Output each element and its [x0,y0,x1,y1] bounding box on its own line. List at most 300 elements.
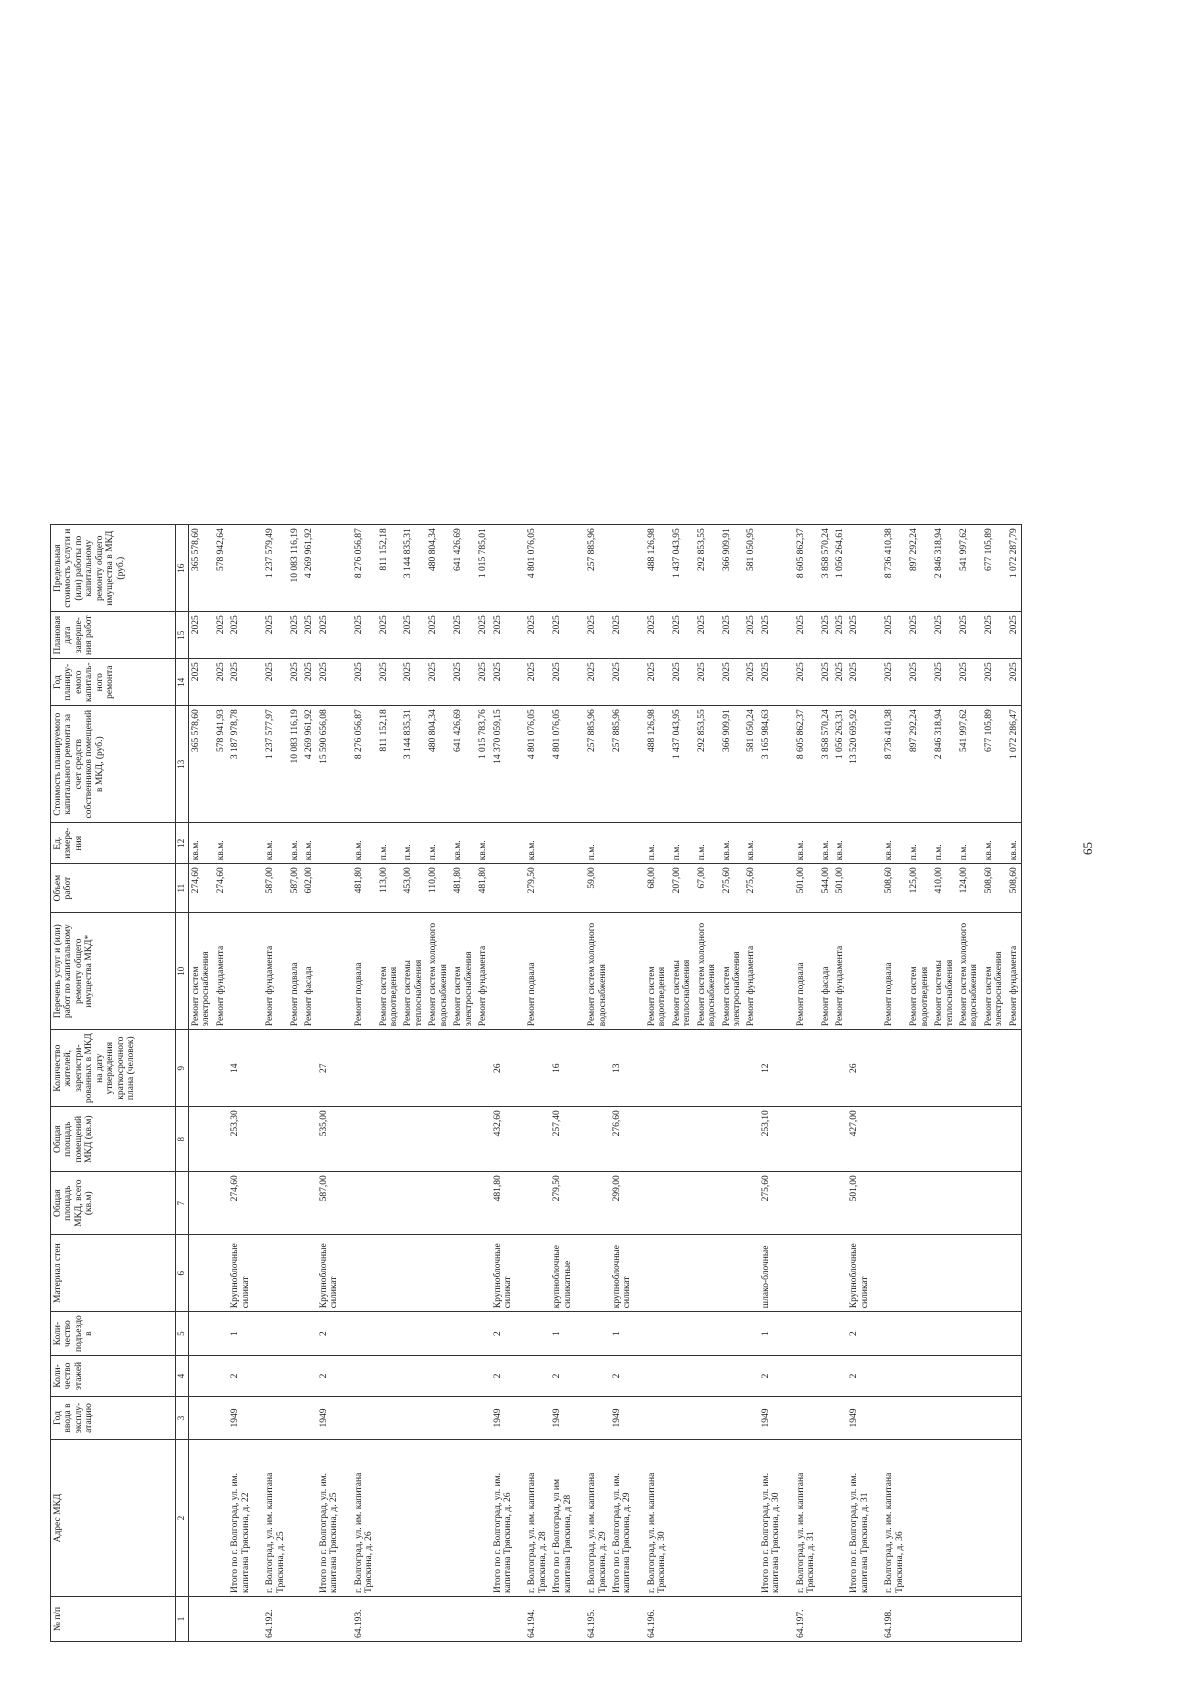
work-volume: 481,80 [352,864,377,913]
planned-cost: 14 370 059,15 [491,706,526,823]
wall-material [451,1235,476,1312]
unit: кв.м. [819,823,833,864]
max-cost [847,525,882,612]
max-cost: 4 801 076,05 [525,525,550,612]
max-cost: 541 997,62 [957,525,982,612]
column-number-11: 11 [176,864,189,913]
table-row [302,525,316,1642]
wall-material [907,1235,932,1312]
planned-cost: 581 050,24 [744,706,758,823]
rooms-area [932,1107,957,1172]
address [214,1440,228,1597]
wall-material [352,1235,377,1312]
floors-count [907,1356,932,1397]
planned-cost: 13 520 695,92 [847,706,882,823]
floors-count [214,1356,228,1397]
total-area [451,1172,476,1235]
wall-material [302,1235,316,1312]
floors-count [352,1356,377,1397]
unit [550,823,585,864]
wall-material [645,1235,670,1312]
commission-year [1007,1397,1022,1440]
commission-year [426,1397,451,1440]
unit: п.м. [695,823,720,864]
floors-count [401,1356,426,1397]
work-type: Ремонт систем электроснабжения [188,913,213,1030]
row-number [491,1597,526,1642]
completion-date: 2025 [288,612,302,659]
entrances-count [302,1312,316,1356]
column-number-7: 7 [176,1172,189,1235]
work-type [847,913,882,1030]
entrances-count: 2 [847,1312,882,1356]
residents-count: 12 [759,1030,794,1107]
table-row [214,525,228,1642]
address [907,1440,932,1597]
residents-count [302,1030,316,1107]
address [957,1440,982,1597]
commission-year [720,1397,745,1440]
floors-count [982,1356,1007,1397]
planned-year: 2025 [263,659,288,706]
address: г. Волгоград, ул. им. капитана Тряскина, д. 25 [263,1440,288,1597]
floors-count [1007,1356,1022,1397]
row-number: 64.197. [794,1597,819,1642]
entrances-count [585,1312,610,1356]
max-cost: 8 605 862,37 [794,525,819,612]
total-area [882,1172,907,1235]
address: г. Волгоград, ул. им. капитана Тряскина, д. 29 [585,1440,610,1597]
table-row [695,525,720,1642]
rooms-area [882,1107,907,1172]
address [451,1440,476,1597]
unit [317,823,352,864]
floors-count [476,1356,490,1397]
rooms-area [720,1107,745,1172]
wall-material: Крупноблочные силикат [228,1235,263,1312]
row-number [550,1597,585,1642]
total-area [794,1172,819,1235]
work-volume: 602,00 [302,864,316,913]
row-number [1007,1597,1022,1642]
row-number [377,1597,402,1642]
max-cost: 2 846 318,94 [932,525,957,612]
column-number-3: 3 [176,1397,189,1440]
work-type: Ремонт систем холодного водоснабжения [957,913,982,1030]
floors-count [957,1356,982,1397]
table-row [476,525,490,1642]
planned-year: 2025 [401,659,426,706]
planned-year: 2025 [819,659,833,706]
address: г. Волгоград, ул. им. капитана Тряскина, д. 30 [645,1440,670,1597]
header-row [51,525,176,1642]
work-volume: 508,60 [982,864,1007,913]
entrances-count [263,1312,288,1356]
completion-date: 2025 [695,612,720,659]
row-number: 64.192. [263,1597,288,1642]
address: г. Волгоград, ул. им. капитана Тряскина, д. 36 [882,1440,907,1597]
entrances-count [645,1312,670,1356]
total-area: 274,60 [228,1172,263,1235]
commission-year [744,1397,758,1440]
work-volume: 67,00 [695,864,720,913]
completion-date: 2025 [525,612,550,659]
unit: кв.м. [302,823,316,864]
total-area: 275,60 [759,1172,794,1235]
wall-material: Крупноблочные силикат [491,1235,526,1312]
wall-material [882,1235,907,1312]
residents-count [476,1030,490,1107]
rooms-area: 432,60 [491,1107,526,1172]
planned-cost: 641 426,69 [451,706,476,823]
address [670,1440,695,1597]
total-area [670,1172,695,1235]
address [188,1440,213,1597]
completion-date: 2025 [744,612,758,659]
floors-count: 2 [550,1356,585,1397]
planned-cost: 578 941,93 [214,706,228,823]
work-volume: 587,00 [263,864,288,913]
entrances-count [833,1312,847,1356]
max-cost: 1 072 287,79 [1007,525,1022,612]
planned-year: 2025 [302,659,316,706]
work-type: Ремонт систем водоотведения [907,913,932,1030]
table-row [833,525,847,1642]
commission-year [302,1397,316,1440]
planned-cost: 488 126,98 [645,706,670,823]
entrances-count [352,1312,377,1356]
planned-year: 2025 [1007,659,1022,706]
residents-count [377,1030,402,1107]
entrances-count [288,1312,302,1356]
rooms-area: 253,10 [759,1107,794,1172]
work-type: Ремонт фундамента [476,913,490,1030]
unit: п.м. [670,823,695,864]
planned-cost: 257 885,96 [610,706,645,823]
commission-year [401,1397,426,1440]
work-volume: 279,50 [525,864,550,913]
work-volume [847,864,882,913]
total-area: 501,00 [847,1172,882,1235]
repair-plan-table [50,524,1022,1642]
unit: п.м. [645,823,670,864]
completion-date: 2025 [720,612,745,659]
max-cost [759,525,794,612]
floors-count [585,1356,610,1397]
address [695,1440,720,1597]
row-number [670,1597,695,1642]
unit: кв.м. [451,823,476,864]
work-type: Ремонт систем холодного водоснабжения [585,913,610,1030]
address [744,1440,758,1597]
column-header-14: Год планиру-емого капиталь-ного ремонта [51,659,176,706]
wall-material [957,1235,982,1312]
completion-date: 2025 [982,612,1007,659]
max-cost: 641 426,69 [451,525,476,612]
planned-cost: 1 072 286,47 [1007,706,1022,823]
max-cost [491,525,526,612]
rooms-area [982,1107,1007,1172]
rooms-area [263,1107,288,1172]
commission-year: 1949 [759,1397,794,1440]
total-area [426,1172,451,1235]
total-area: 299,00 [610,1172,645,1235]
completion-date: 2025 [957,612,982,659]
completion-date: 2025 [426,612,451,659]
rooms-area [302,1107,316,1172]
work-type: Ремонт фасада [302,913,316,1030]
max-cost: 1 056 264,61 [833,525,847,612]
planned-year: 2025 [932,659,957,706]
address [982,1440,1007,1597]
residents-count: 16 [550,1030,585,1107]
total-area [819,1172,833,1235]
unit: п.м. [585,823,610,864]
max-cost: 1 437 043,95 [670,525,695,612]
table-row [645,525,670,1642]
completion-date: 2025 [377,612,402,659]
wall-material [214,1235,228,1312]
commission-year [352,1397,377,1440]
residents-count [882,1030,907,1107]
commission-year [188,1397,213,1440]
rooms-area: 253,30 [228,1107,263,1172]
address [288,1440,302,1597]
row-number: 64.194. [525,1597,550,1642]
floors-count [695,1356,720,1397]
work-volume: 68,00 [645,864,670,913]
work-volume: 453,00 [401,864,426,913]
column-header-16: Предельная стоимость услуги и (или) работы по капитальному ремонту общего имущества в МКД (руб.) [51,525,176,612]
residents-count [525,1030,550,1107]
planned-year: 2025 [744,659,758,706]
rooms-area [525,1107,550,1172]
planned-cost: 4 269 961,92 [302,706,316,823]
address [1007,1440,1022,1597]
total-row [847,525,882,1642]
work-volume: 275,60 [744,864,758,913]
total-row [491,525,526,1642]
rooms-area [833,1107,847,1172]
commission-year [645,1397,670,1440]
commission-year [288,1397,302,1440]
column-number-5: 5 [176,1312,189,1356]
address: Итого по г. Волгоград, ул. им. капитана Тряскина, д. 30 [759,1440,794,1597]
entrances-count: 1 [759,1312,794,1356]
work-volume [228,864,263,913]
total-row [317,525,352,1642]
commission-year [525,1397,550,1440]
work-type [491,913,526,1030]
wall-material: крупноблочные силикат [610,1235,645,1312]
planned-cost: 4 801 076,05 [550,706,585,823]
planned-year: 2025 [476,659,490,706]
wall-material: крупноблочные силикатные [550,1235,585,1312]
residents-count [670,1030,695,1107]
entrances-count [670,1312,695,1356]
completion-date: 2025 [550,612,585,659]
work-volume: 113,00 [377,864,402,913]
completion-date: 2025 [1007,612,1022,659]
work-volume: 501,00 [833,864,847,913]
residents-count [794,1030,819,1107]
unit: п.м. [932,823,957,864]
rooms-area: 535,00 [317,1107,352,1172]
commission-year [819,1397,833,1440]
work-volume [550,864,585,913]
floors-count: 2 [317,1356,352,1397]
completion-date: 2025 [317,612,352,659]
planned-cost: 897 292,24 [907,706,932,823]
commission-year: 1949 [610,1397,645,1440]
rooms-area [957,1107,982,1172]
commission-year: 1949 [550,1397,585,1440]
planned-cost: 8 736 410,38 [882,706,907,823]
completion-date: 2025 [214,612,228,659]
rooms-area [585,1107,610,1172]
floors-count [794,1356,819,1397]
total-area [263,1172,288,1235]
row-number: 64.195. [585,1597,610,1642]
max-cost: 811 152,18 [377,525,402,612]
entrances-count [214,1312,228,1356]
floors-count: 2 [847,1356,882,1397]
address [819,1440,833,1597]
wall-material [288,1235,302,1312]
wall-material [670,1235,695,1312]
planned-year: 2025 [645,659,670,706]
work-type: Ремонт подвала [794,913,819,1030]
column-number-13: 13 [176,706,189,823]
completion-date: 2025 [302,612,316,659]
address: Итого по г. Волгоград, ул. им. капитана Тряскина, д. 29 [610,1440,645,1597]
address [302,1440,316,1597]
rooms-area [188,1107,213,1172]
planned-year: 2025 [288,659,302,706]
commission-year: 1949 [491,1397,526,1440]
floors-count [288,1356,302,1397]
planned-year: 2025 [847,659,882,706]
total-area [476,1172,490,1235]
max-cost: 677 105,89 [982,525,1007,612]
max-cost [550,525,585,612]
residents-count [819,1030,833,1107]
work-type [228,913,263,1030]
max-cost: 3 858 570,24 [819,525,833,612]
total-area: 279,50 [550,1172,585,1235]
max-cost: 8 736 410,38 [882,525,907,612]
work-type: Ремонт фундамента [263,913,288,1030]
wall-material [744,1235,758,1312]
row-number [819,1597,833,1642]
table-row [982,525,1007,1642]
work-volume: 274,60 [214,864,228,913]
commission-year: 1949 [847,1397,882,1440]
address: Итого по г. Волгоград, ул. им. капитана Тряскина, д. 25 [317,1440,352,1597]
work-volume: 587,00 [288,864,302,913]
entrances-count [907,1312,932,1356]
work-type: Ремонт подвала [288,913,302,1030]
planned-year: 2025 [426,659,451,706]
page-number: 65 [1080,842,1095,855]
planned-cost: 480 804,34 [426,706,451,823]
row-number: 64.196. [645,1597,670,1642]
total-area [907,1172,932,1235]
table-row [401,525,426,1642]
total-area [377,1172,402,1235]
floors-count: 2 [491,1356,526,1397]
max-cost: 257 885,96 [585,525,610,612]
work-type [759,913,794,1030]
work-volume: 508,60 [882,864,907,913]
total-row [759,525,794,1642]
unit: п.м. [377,823,402,864]
row-number: 64.198. [882,1597,907,1642]
address: г. Волгоград, ул. им. капитана Тряскина, д. 26 [352,1440,377,1597]
residents-count [426,1030,451,1107]
floors-count [188,1356,213,1397]
rooms-area [377,1107,402,1172]
column-number-6: 6 [176,1235,189,1312]
row-number [847,1597,882,1642]
planned-cost: 15 590 656,08 [317,706,352,823]
table-row [352,525,377,1642]
rooms-area [819,1107,833,1172]
wall-material: шлако-блочные [759,1235,794,1312]
residents-count [957,1030,982,1107]
planned-cost: 292 853,55 [695,706,720,823]
work-type: Ремонт подвала [525,913,550,1030]
address: Итого по г. Волгоград, ул. им. капитана Тряскина, д. 22 [228,1440,263,1597]
rooms-area [695,1107,720,1172]
work-type: Ремонт систем водоотведения [645,913,670,1030]
planned-cost: 3 165 984,63 [759,706,794,823]
entrances-count [451,1312,476,1356]
unit: п.м. [426,823,451,864]
table-row [377,525,402,1642]
planned-cost: 3 144 835,31 [401,706,426,823]
wall-material [932,1235,957,1312]
planned-cost: 4 801 076,05 [525,706,550,823]
commission-year [585,1397,610,1440]
rooms-area [352,1107,377,1172]
planned-cost: 8 605 862,37 [794,706,819,823]
work-volume: 410,00 [932,864,957,913]
row-number [610,1597,645,1642]
max-cost: 480 804,34 [426,525,451,612]
unit: кв.м. [982,823,1007,864]
max-cost: 897 292,24 [907,525,932,612]
planned-cost: 3 187 978,78 [228,706,263,823]
table-row [907,525,932,1642]
completion-date: 2025 [932,612,957,659]
residents-count [352,1030,377,1107]
planned-cost: 3 858 570,24 [819,706,833,823]
entrances-count: 1 [610,1312,645,1356]
unit: кв.м. [352,823,377,864]
commission-year [670,1397,695,1440]
planned-year: 2025 [833,659,847,706]
residents-count: 13 [610,1030,645,1107]
completion-date: 2025 [759,612,794,659]
entrances-count [932,1312,957,1356]
work-type: Ремонт систем электроснабжения [982,913,1007,1030]
rooms-area [214,1107,228,1172]
planned-year: 2025 [491,659,526,706]
completion-date: 2025 [451,612,476,659]
unit [610,823,645,864]
column-header-4: Коли-чество этажей [51,1356,176,1397]
